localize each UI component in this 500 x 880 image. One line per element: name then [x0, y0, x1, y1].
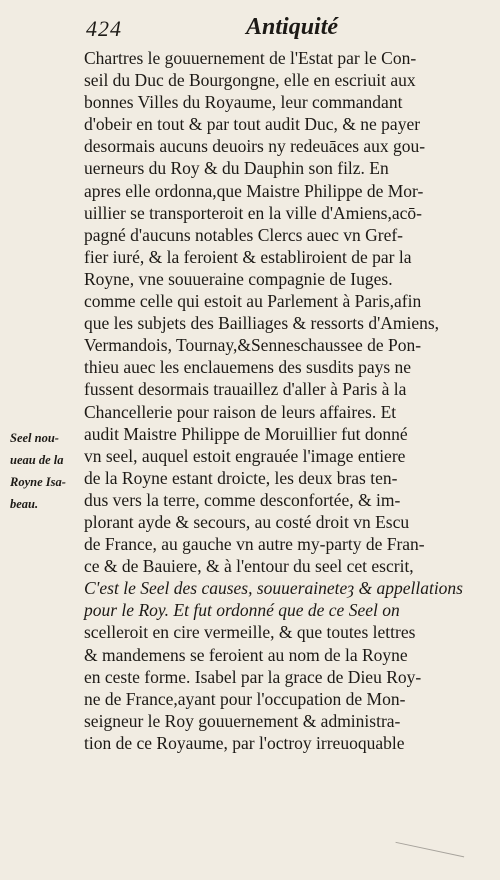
- text-line: seil du Duc de Bourgongne, elle en escriuit aux: [84, 70, 416, 91]
- text-line: ce & de Bauiere, & à l'entour du seel cet escrit,: [84, 556, 414, 577]
- text-line: en ceste forme. Isabel par la grace de Dieu Roy-: [84, 666, 422, 687]
- text-line: audit Maistre Philippe de Moruillier fut donné: [84, 423, 408, 444]
- text-line: Chartres le gouuernement de l'Estat par le Con-: [84, 48, 417, 68]
- ink-smudge: [394, 842, 464, 865]
- text-line: pour le Roy. Et fut ordonné que de ce Seel on: [84, 600, 400, 621]
- marginal-note: [10, 427, 80, 515]
- text-line: uillier se transporteroit en la ville d'Amiens,acō-: [84, 202, 422, 223]
- marginal-note-line: Seel nou-: [10, 431, 59, 445]
- marginal-note-line: Royne Isa-: [10, 475, 66, 489]
- text-line: fussent desormais trauaillez d'aller à Paris à la: [84, 379, 407, 400]
- text-line: C'est le Seel des causes, souueraineteȝ & appellations: [84, 578, 463, 599]
- text-line: Vermandois, Tournay,&Senneschaussee de Pon-: [84, 335, 422, 356]
- text-line: fier iuré, & la feroient & establiroient de par la: [84, 246, 412, 267]
- page-header: [86, 12, 386, 46]
- text-line: desormais aucuns deuoirs ny redeuāces aux gou-: [84, 136, 426, 157]
- text-line: de la Royne estant droicte, les deux bras ten-: [84, 467, 398, 488]
- running-head: Antiquité: [246, 14, 339, 40]
- text-line: & mandemens se feroient au nom de la Royne: [84, 644, 408, 665]
- text-line: uerneurs du Roy & du Dauphin son filz. En: [84, 158, 389, 179]
- text-line: thieu auec les enclauemens des susdits pays ne: [84, 357, 412, 378]
- text-line: dus vers la terre, comme desconfortée, & im-: [84, 489, 401, 510]
- text-line: comme celle qui estoit au Parlement à Paris,afin: [84, 291, 422, 312]
- text-line: Royne, vne souueraine compagnie de Iuges.: [84, 268, 393, 289]
- text-line: pagné d'aucuns notables Clercs auec vn Gref-: [84, 224, 403, 245]
- marginal-note-line: ueau de la: [10, 453, 64, 467]
- text-line: vn seel, auquel estoit engrauée l'image entiere: [84, 445, 406, 466]
- body-text: [84, 47, 480, 754]
- text-line: plorant ayde & secours, au costé droit vn Escu: [84, 511, 410, 532]
- text-line: bonnes Villes du Royaume, leur commandant: [84, 92, 403, 113]
- text-line: que les subjets des Bailliages & ressorts d'Amiens,: [84, 313, 440, 334]
- marginal-note-line: beau.: [10, 497, 39, 511]
- page-number: 424: [86, 16, 122, 41]
- text-line: tion de ce Royaume, par l'octroy irreuoquable: [84, 732, 405, 753]
- text-line: scelleroit en cire vermeille, & que toutes lettres: [84, 622, 416, 643]
- text-line: Chancellerie pour raison de leurs affaires. Et: [84, 401, 397, 422]
- text-line: de France, au gauche vn autre my-party de Fran-: [84, 534, 425, 555]
- text-line: d'obeir en tout & par tout audit Duc, & ne payer: [84, 114, 421, 135]
- text-line: apres elle ordonna,que Maistre Philippe de Mor-: [84, 180, 424, 201]
- text-line: ne de France,ayant pour l'occupation de Mon-: [84, 688, 406, 709]
- text-line: seigneur le Roy gouuernement & administra-: [84, 710, 401, 731]
